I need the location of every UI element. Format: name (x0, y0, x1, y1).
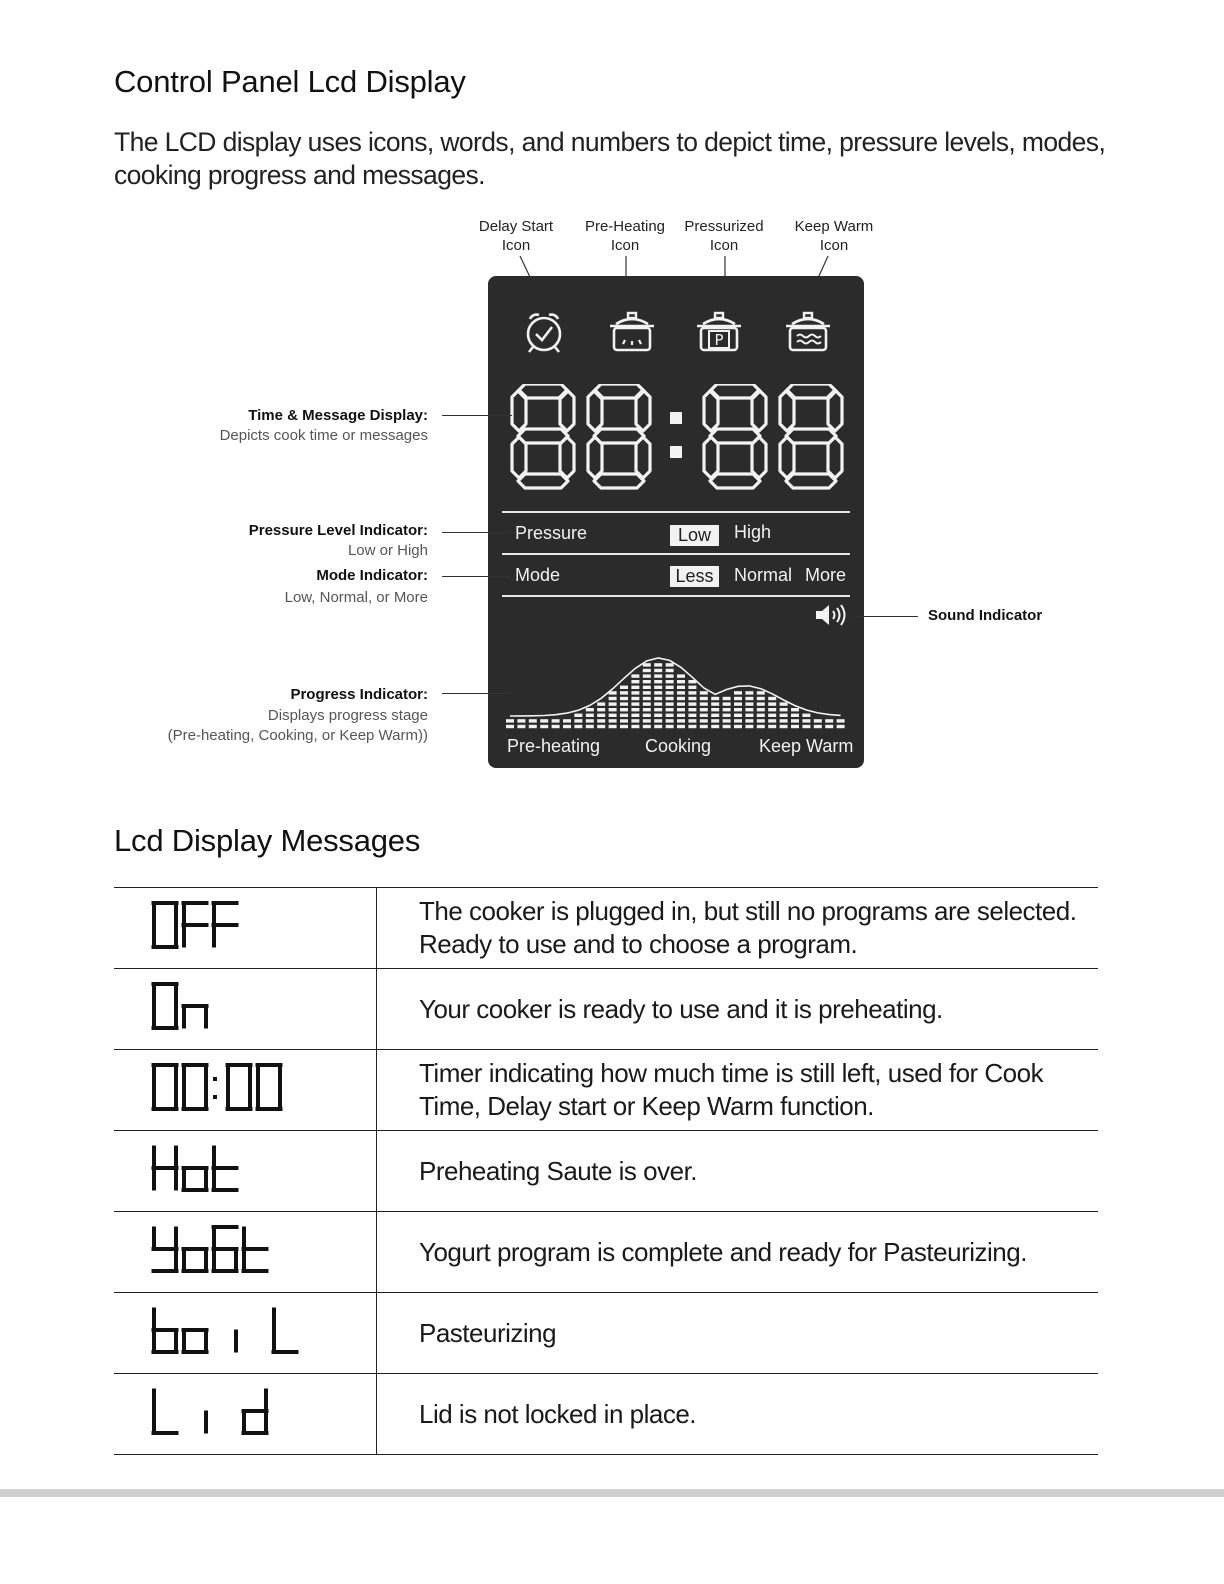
progress-bar-segment (654, 686, 662, 689)
progress-bar-segment (643, 725, 651, 728)
lcd-mode-normal: Normal (734, 565, 793, 585)
lcd-digit-segment (594, 474, 644, 488)
lcd-digit-segment (512, 437, 526, 478)
message-description (377, 1212, 1099, 1293)
lcd-digit-segment (560, 390, 574, 431)
progress-bar-segment (586, 725, 594, 728)
progress-bar-segment (654, 719, 662, 722)
progress-bar-segment (643, 686, 651, 689)
message-line-2: Ready to use and to choose a program. (419, 929, 858, 959)
table-row (114, 969, 1098, 1050)
message-code-cell (114, 969, 377, 1050)
progress-bar-segment (711, 719, 719, 722)
progress-bar-segment (757, 719, 765, 722)
segment-code-lid (150, 1387, 320, 1437)
table-row (114, 1050, 1098, 1131)
progress-bar-segment (631, 714, 639, 717)
progress-bar-segment (688, 702, 696, 705)
colon-dot (213, 1095, 217, 1099)
progress-bar-segment (791, 714, 799, 717)
segment-code-yogt (150, 1225, 320, 1275)
progress-bar-segment (666, 663, 674, 666)
lcd-pressure-label: Pressure (515, 523, 588, 543)
svg-text:P: P (714, 331, 724, 349)
progress-bar-segment (506, 725, 514, 728)
progress-bar-segment (688, 686, 696, 689)
progress-bar-segment (723, 697, 731, 700)
progress-bar-segment (666, 702, 674, 705)
progress-bar-segment (631, 719, 639, 722)
progress-bar-segment (700, 719, 708, 722)
progress-bar-segment (654, 674, 662, 677)
message-code-cell (114, 1374, 377, 1455)
progress-bar-segment (563, 719, 571, 722)
progress-bar-segment (597, 719, 605, 722)
message-code-cell (114, 1293, 377, 1374)
progress-bar-segment (631, 674, 639, 677)
leader-time (442, 415, 512, 416)
leader-pressure (442, 532, 510, 533)
message-line-1: The cooker is plugged in, but still no programs are selected. (419, 896, 1077, 926)
progress-bar-segment (620, 691, 628, 694)
progress-bar-segment (654, 691, 662, 694)
lcd-pressure-low: Low (670, 525, 719, 546)
progress-bar-segment (745, 708, 753, 711)
lcd-digit-segment (752, 390, 766, 431)
progress-bar-segment (768, 708, 776, 711)
progress-bar-segment (768, 714, 776, 717)
progress-bar-segment (620, 697, 628, 700)
progress-bar-segment (768, 697, 776, 700)
indicator-mode: Mode Indicator: Low, Normal, or More (284, 567, 428, 606)
progress-bar-segment (574, 719, 582, 722)
progress-bar-segment (540, 725, 548, 728)
progress-bar-segment (837, 725, 845, 728)
lcd-digit-segment (636, 437, 650, 478)
progress-bar-segment (631, 708, 639, 711)
progress-bar-segment (666, 725, 674, 728)
segment-code-boil (150, 1306, 320, 1356)
progress-bar-segment (574, 725, 582, 728)
lcd-digit-segment (828, 437, 842, 478)
progress-bar-segment (643, 669, 651, 672)
progress-bar-segment (745, 714, 753, 717)
lcd-rule-2 (502, 553, 850, 555)
lcd-mode-more: More (805, 565, 847, 585)
progress-bar-segment (734, 714, 742, 717)
progress-bar-segment (631, 725, 639, 728)
progress-bar-segment (620, 714, 628, 717)
progress-bar-segment (597, 708, 605, 711)
progress-bar-segment (597, 702, 605, 705)
progress-bar-segment (643, 702, 651, 705)
lcd-digit-segment (518, 429, 568, 443)
lcd-digit-segment (704, 437, 718, 478)
progress-bar-segment (666, 686, 674, 689)
progress-bars-group (506, 658, 845, 728)
progress-bar-segment (643, 674, 651, 677)
message-code-cell (114, 888, 377, 969)
progress-bar-segment (677, 714, 685, 717)
section-title-lcd-messages: Lcd Display Messages (114, 823, 421, 858)
progress-bar-segment (631, 702, 639, 705)
progress-bar-segment (677, 702, 685, 705)
table-row (114, 1374, 1098, 1455)
progress-bar-segment (677, 680, 685, 683)
progress-bar-segment (757, 714, 765, 717)
label-pre-heating-icon: Pre-Heating Icon (584, 218, 666, 254)
speaker-icon (814, 603, 848, 627)
progress-bar-segment (643, 691, 651, 694)
progress-bar-segment (666, 674, 674, 677)
section-title-control-panel: Control Panel Lcd Display (114, 64, 466, 99)
indicator-progress: Progress Indicator: Displays progress stage (Pre-heating, Cooking, or Keep Warm)) (167, 686, 428, 744)
progress-bar-segment (688, 719, 696, 722)
lcd-rule-1 (502, 511, 850, 513)
progress-bar-segment (506, 719, 514, 722)
message-code-cell (114, 1131, 377, 1212)
progress-bar-segment (620, 719, 628, 722)
lcd-digit-segment (518, 474, 568, 488)
lcd-rule-3 (502, 595, 850, 597)
lcd-digit-segment (786, 429, 836, 443)
progress-bar-segment (552, 719, 560, 722)
progress-bar-segment (688, 725, 696, 728)
progress-bar-segment (837, 719, 845, 722)
message-code-cell (114, 1050, 377, 1131)
progress-bar-segment (802, 714, 810, 717)
progress-bar-segment (723, 719, 731, 722)
progress-bar-segment (654, 702, 662, 705)
progress-bar-segment (552, 725, 560, 728)
pot-warm-icon (784, 310, 832, 356)
message-line-1: Your cooker is ready to use and it is preheating. (419, 993, 943, 1024)
progress-bar-segment (734, 725, 742, 728)
progress-bar-segment (597, 725, 605, 728)
progress-bar-segment (723, 708, 731, 711)
progress-graph (506, 650, 848, 732)
message-line-1: Timer indicating how much time is still left, used for Cook (419, 1058, 1044, 1088)
progress-bar-segment (791, 725, 799, 728)
lcd-digit-segment (594, 429, 644, 443)
progress-bar-segment (529, 725, 537, 728)
progress-bar-segment (734, 719, 742, 722)
progress-bar-segment (688, 708, 696, 711)
progress-bar-segment (780, 725, 788, 728)
progress-bar-segment (620, 686, 628, 689)
progress-bar-segment (677, 725, 685, 728)
message-line-1: Preheating Saute is over. (419, 1155, 698, 1186)
progress-bar-segment (677, 674, 685, 677)
lcd-mode-less: Less (670, 566, 719, 587)
progress-bar-segment (768, 702, 776, 705)
table-row (114, 888, 1098, 969)
table-row (114, 1293, 1098, 1374)
progress-bar-segment (757, 691, 765, 694)
progress-bar-segment (791, 719, 799, 722)
progress-bar-segment (734, 691, 742, 694)
progress-bar-segment (631, 691, 639, 694)
lcd-digit-segment (636, 390, 650, 431)
progress-bar-segment (609, 708, 617, 711)
message-line-2: Time, Delay start or Keep Warm function. (419, 1091, 874, 1121)
lcd-digit-segment (710, 474, 760, 488)
progress-bar-segment (643, 663, 651, 666)
progress-bar-segment (586, 708, 594, 711)
lcd-digit-segment (588, 437, 602, 478)
progress-bar-segment (609, 725, 617, 728)
message-description (377, 1050, 1099, 1131)
message-code-cell (114, 1212, 377, 1293)
message-description (377, 1374, 1099, 1455)
progress-bar-segment (734, 702, 742, 705)
messages-table (114, 887, 1098, 1455)
message-description (377, 888, 1099, 969)
progress-bar-segment (688, 697, 696, 700)
footer-bar (0, 1489, 1224, 1497)
label-keep-warm-icon: Keep Warm Icon (794, 218, 874, 254)
progress-bar-segment (802, 719, 810, 722)
progress-bar-segment (711, 708, 719, 711)
progress-bar-segment (609, 719, 617, 722)
message-line-1: Yogurt program is complete and ready for Pasteurizing. (419, 1236, 1027, 1267)
progress-bar-segment (677, 697, 685, 700)
segment-code-00-00 (150, 1063, 320, 1113)
progress-bar-segment (677, 708, 685, 711)
progress-bar-segment (700, 702, 708, 705)
lcd-colon-dot (670, 412, 682, 424)
progress-bar-segment (711, 697, 719, 700)
message-line-1: Lid is not locked in place. (419, 1398, 697, 1429)
message-line-1: Pasteurizing (419, 1317, 557, 1348)
progress-bar-segment (780, 708, 788, 711)
lcd-stage-preheating: Pre-heating (507, 736, 601, 756)
lcd-digit-segment (512, 390, 526, 431)
progress-bar-segment (677, 691, 685, 694)
label-delay-start-icon: Delay Start Icon (478, 218, 554, 254)
progress-bar-segment (734, 708, 742, 711)
progress-bar-segment (631, 697, 639, 700)
lcd-digit-segment (710, 429, 760, 443)
progress-bar-segment (620, 708, 628, 711)
pot-p-icon (695, 310, 743, 356)
lcd-digit-segment (560, 437, 574, 478)
progress-bar-segment (654, 725, 662, 728)
leader-sound (852, 616, 918, 617)
progress-bar-segment (597, 714, 605, 717)
progress-bar-segment (586, 719, 594, 722)
progress-bar-segment (700, 697, 708, 700)
segment-code-on (150, 982, 320, 1032)
progress-bar-segment (802, 725, 810, 728)
progress-bar-segment (723, 702, 731, 705)
progress-bar-segment (609, 702, 617, 705)
progress-bar-segment (586, 714, 594, 717)
progress-bar-segment (666, 714, 674, 717)
progress-bar-segment (643, 697, 651, 700)
progress-bar-segment (620, 702, 628, 705)
progress-bar-segment (757, 708, 765, 711)
alarm-clock-icon (522, 308, 568, 356)
progress-bar-segment (654, 697, 662, 700)
segment-code-hot (150, 1144, 320, 1194)
progress-bar-segment (780, 702, 788, 705)
progress-bar-segment (677, 719, 685, 722)
progress-bar-segment (666, 708, 674, 711)
progress-bar-segment (643, 708, 651, 711)
label-pressurized-icon: Pressurized Icon (684, 218, 764, 254)
lcd-colon-dot (670, 446, 682, 458)
lcd-pressure-high: High (734, 522, 772, 542)
table-row (114, 1212, 1098, 1293)
pot-heating-icon (608, 310, 656, 356)
progress-bar-segment (643, 714, 651, 717)
progress-bar-segment (757, 697, 765, 700)
progress-bar-segment (609, 714, 617, 717)
progress-bar-segment (517, 725, 525, 728)
progress-bar-segment (677, 686, 685, 689)
indicator-sound: Sound Indicator (928, 607, 1043, 624)
progress-bar-segment (654, 708, 662, 711)
message-description (377, 1131, 1099, 1212)
message-description (377, 969, 1099, 1050)
progress-bar-segment (631, 680, 639, 683)
progress-bar-segment (654, 680, 662, 683)
progress-bar-segment (666, 719, 674, 722)
leader-mode (442, 576, 510, 577)
progress-bar-segment (654, 669, 662, 672)
progress-bar-segment (768, 719, 776, 722)
table-row (114, 1131, 1098, 1212)
progress-bar-segment (654, 663, 662, 666)
progress-bar-segment (745, 725, 753, 728)
progress-bar-segment (814, 719, 822, 722)
top-leader-lines (0, 0, 1224, 320)
progress-bar-segment (825, 719, 833, 722)
progress-bar-segment (609, 697, 617, 700)
progress-bar-segment (563, 725, 571, 728)
lcd-time-digits (508, 384, 850, 496)
lcd-stage-cooking: Cooking (645, 736, 712, 756)
progress-bar-segment (825, 725, 833, 728)
progress-bar-segment (780, 719, 788, 722)
progress-bar-segment (700, 691, 708, 694)
progress-bar-segment (757, 702, 765, 705)
progress-bar-segment (723, 725, 731, 728)
progress-bar-segment (745, 719, 753, 722)
lcd-stage-keep-warm: Keep Warm (759, 736, 854, 756)
progress-bar-segment (666, 680, 674, 683)
progress-bar-segment (688, 691, 696, 694)
segment-code-off (150, 901, 320, 951)
progress-bar-segment (688, 714, 696, 717)
progress-bar-segment (620, 725, 628, 728)
progress-bar-segment (700, 714, 708, 717)
progress-bar-segment (791, 708, 799, 711)
message-description (377, 1293, 1099, 1374)
colon-dot (213, 1077, 217, 1081)
progress-bar-segment (529, 719, 537, 722)
lcd-digit-segment (752, 437, 766, 478)
indicator-time-message: Time & Message Display: Depicts cook time or messages (219, 407, 428, 444)
intro-paragraph: The LCD display uses icons, words, and numbers to depict time, pressure levels, modes, cooking progress and messages. (114, 127, 1106, 190)
progress-bar-segment (768, 725, 776, 728)
progress-bar-segment (745, 702, 753, 705)
progress-bar-segment (666, 691, 674, 694)
progress-bar-segment (631, 686, 639, 689)
progress-bar-segment (734, 697, 742, 700)
progress-bar-segment (745, 697, 753, 700)
lcd-digit-segment (780, 437, 794, 478)
lcd-digit-segment (786, 474, 836, 488)
time-digits-group (512, 384, 842, 488)
progress-bar-segment (780, 714, 788, 717)
progress-bar-segment (745, 691, 753, 694)
indicator-pressure-level: Pressure Level Indicator: Low or High (248, 522, 428, 559)
progress-bar-segment (723, 714, 731, 717)
progress-bar-segment (700, 725, 708, 728)
lcd-mode-label: Mode (515, 565, 561, 585)
leader-progress (442, 693, 510, 694)
progress-bar-segment (757, 725, 765, 728)
lcd-digit-segment (828, 390, 842, 431)
progress-bar-segment (814, 725, 822, 728)
lcd-digit-segment (780, 390, 794, 431)
progress-bar-segment (666, 669, 674, 672)
lcd-digit-segment (704, 390, 718, 431)
progress-bar-segment (711, 725, 719, 728)
progress-bar-segment (517, 719, 525, 722)
progress-bar-segment (643, 719, 651, 722)
progress-bar-segment (711, 702, 719, 705)
progress-bar-segment (643, 680, 651, 683)
progress-bar-segment (700, 708, 708, 711)
progress-curve (510, 658, 841, 716)
progress-bar-segment (540, 719, 548, 722)
progress-bar-segment (654, 714, 662, 717)
progress-bar-segment (666, 697, 674, 700)
progress-bar-segment (574, 714, 582, 717)
progress-bar-segment (711, 714, 719, 717)
lcd-digit-segment (588, 390, 602, 431)
